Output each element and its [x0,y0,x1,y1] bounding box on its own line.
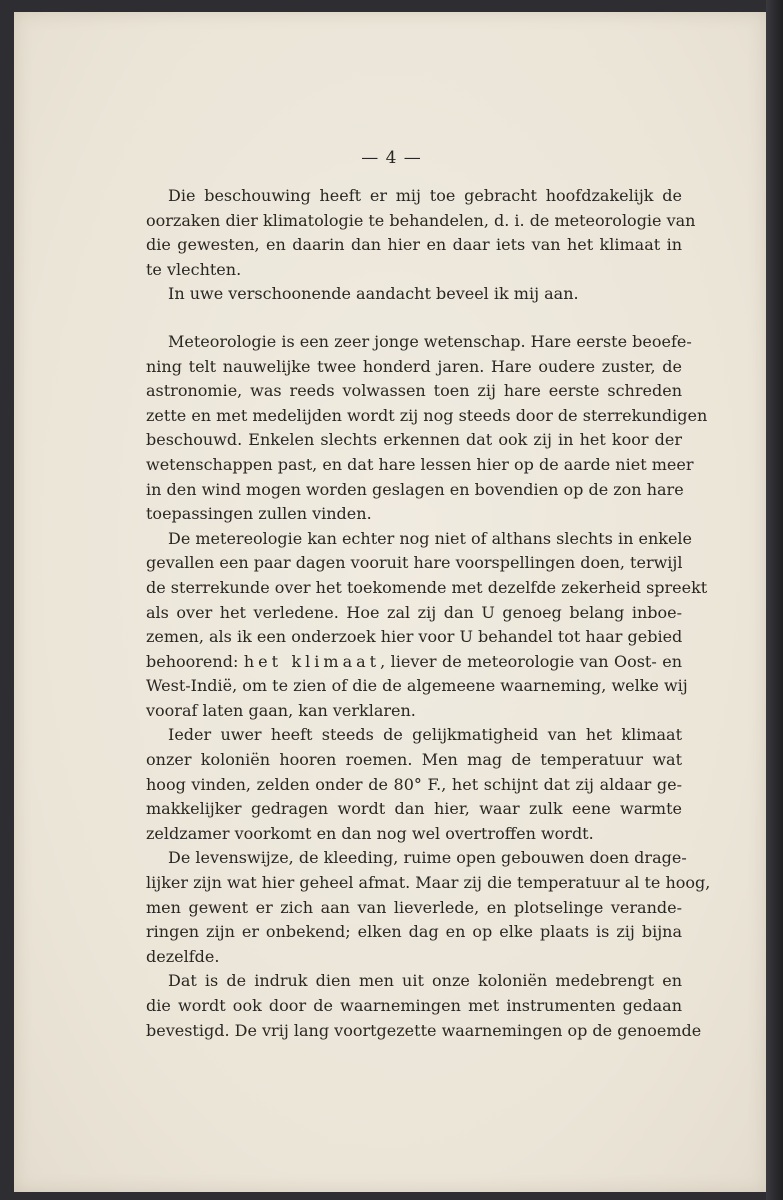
text-line: te vlechten. [146,259,242,279]
text-line-with-spaced-term [146,650,682,675]
text-line: die gewesten, en daarin dan hier en daar iets van het klimaat in [146,235,682,255]
text-line: oorzaken dier klimatologie te behandelen, d. i. de meteorologie van [146,210,696,230]
text-line: Ieder uwer heeft steeds de gelijkmatigheid van het klimaat [168,725,682,745]
text-line: bevestigd. De vrij lang voortgezette waarnemingen op de genoemde [146,1020,702,1040]
text-line: onzer koloniën hooren roemen. Men mag de temperatuur wat [146,750,682,770]
text-line: toepassingen zullen vinden. [146,504,372,524]
text-line: hoog vinden, zelden onder de 80° F., het schijnt dat zij aldaar ge- [146,774,682,794]
text-line: zette en met medelijden wordt zij nog steeds door de sterrekundigen [146,405,708,425]
text-line: astronomie, was reeds volwassen toen zij hare eerste schreden [146,381,682,401]
text-line: De metereologie kan echter nog niet of althans slechts in enkele [168,528,692,548]
text-line: Meteorologie is een zeer jonge wetenschap. Hare eerste beoefe- [168,331,692,351]
text-line: gevallen een paar dagen vooruit hare voorspellingen doen, terwijl [146,553,683,573]
spaced-term: het klimaat [243,651,381,671]
text-line: vooraf laten gaan, kan verklaren. [146,700,416,720]
text-line: beschouwd. Enkelen slechts erkennen dat ook zij in het koor der [146,430,682,450]
text-line: lijker zijn wat hier geheel afmat. Maar zij die temperatuur al te hoog, [146,873,711,893]
text-line: als over het verledene. Hoe zal zij dan U genoeg belang inboe- [146,602,682,622]
text-line: in den wind mogen worden geslagen en bovendien op de zon hare [146,479,684,499]
text-line: die wordt ook door de waarnemingen met instrumenten gedaan [146,996,682,1015]
text-line: makkelijker gedragen wordt dan hier, waar zulk eene warmte [146,799,682,819]
text-line: zemen, als ik een onderzoek hier voor U behandel tot haar gebied [146,627,683,647]
text-line: men gewent er zich aan van lieverlede, en plotselinge verande- [146,897,682,917]
text-line: In uwe verschoonende aandacht beveel ik mij aan. [168,284,579,304]
text-line: De levenswijze, de kleeding, ruime open gebouwen doen drage- [168,848,687,868]
text-line: ning telt nauwelijke twee honderd jaren. Hare oudere zuster, de [146,356,682,376]
text-fragment: , liever de meteorologie van Oost- en [380,651,682,671]
text-line: zeldzamer voorkomt en dan nog wel overtroffen wordt. [146,823,594,843]
section-break [146,307,682,330]
text-line: de sterrekunde over het toekomende met dezelfde zekerheid spreekt [146,577,708,597]
text-fragment: behoorend: [146,651,239,671]
text-line: West-Indië, om te zien of die de algemeene waarneming, welke wij [146,676,688,696]
text-line: wetenschappen past, en dat hare lessen hier op de aarde niet meer [146,454,694,474]
page-number: — 4 — [361,148,422,168]
body-text [146,184,711,1043]
text-line: Die beschouwing heeft er mij toe gebracht hoofdzakelijk de [168,186,682,205]
text-line: ringen zijn er onbekend; elken dag en op elke plaats is zij bijna [146,922,682,942]
text-line: dezelfde. [146,946,220,966]
text-line: Dat is de indruk dien men uit onze koloniën medebrengt en [168,971,682,991]
binding-edge [766,0,783,1200]
